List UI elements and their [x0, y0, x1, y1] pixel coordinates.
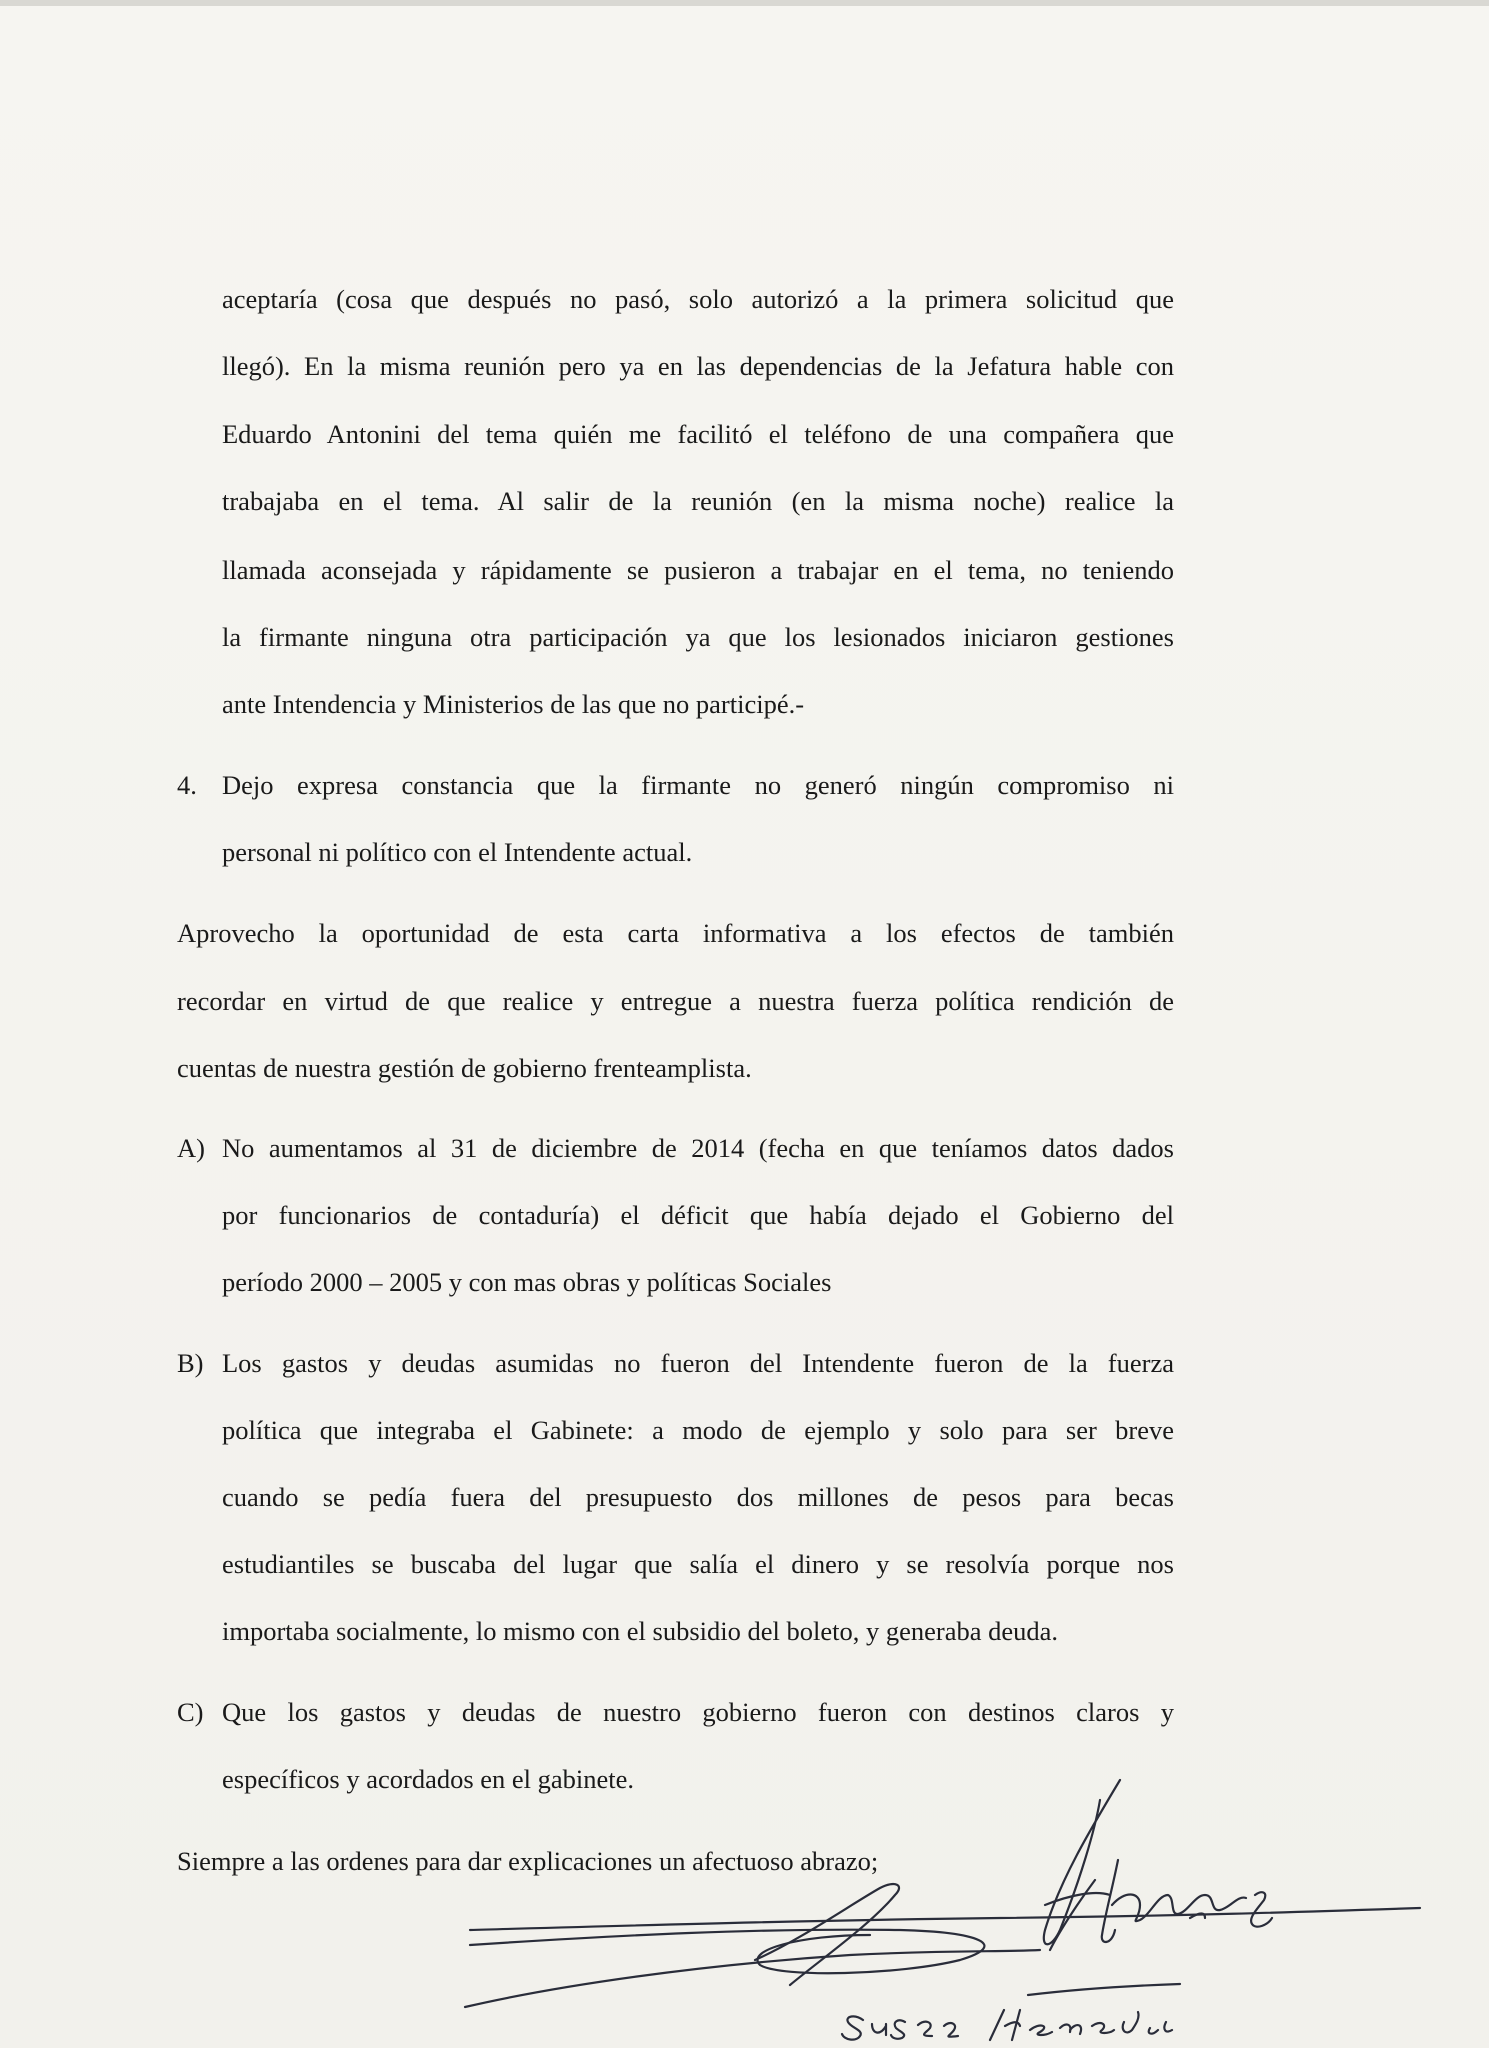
body-line: llamada aconsejada y rápidamente se pusieron a trabajar en el tema, no teniendo: [222, 555, 1174, 585]
list-item-line: estudiantiles se buscaba del lugar que salía el dinero y se resolvía porque nos: [222, 1549, 1174, 1579]
list-item-line: por funcionarios de contaduría) el déficit que había dejado el Gobierno del: [222, 1200, 1174, 1230]
list-marker: B): [177, 1348, 204, 1378]
list-item-line: período 2000 – 2005 y con mas obras y políticas Sociales: [222, 1267, 832, 1297]
list-item-line: específicos y acordados en el gabinete.: [222, 1764, 635, 1794]
list-item-line: cuando se pedía fuera del presupuesto dos millones de pesos para becas: [222, 1482, 1174, 1512]
body-line: la firmante ninguna otra participación ya que los lesionados iniciaron gestiones: [222, 622, 1174, 652]
body-line: llegó). En la misma reunión pero ya en las dependencias de la Jefatura hable con: [222, 351, 1174, 381]
list-marker: A): [177, 1133, 205, 1163]
body-line: recordar en virtud de que realice y entregue a nuestra fuerza política rendición de: [177, 986, 1174, 1016]
list-marker: C): [177, 1697, 204, 1727]
list-item-line: personal ni político con el Intendente actual.: [222, 837, 693, 867]
body-line: trabajaba en el tema. Al salir de la reunión (en la misma noche) realice la: [222, 486, 1174, 516]
scan-top-edge: [0, 0, 1489, 6]
body-line: aceptaría (cosa que después no pasó, solo autorizó a la primera solicitud que: [222, 284, 1174, 314]
body-line: Aprovecho la oportunidad de esta carta informativa a los efectos de también: [177, 918, 1174, 948]
list-item-line: política que integraba el Gabinete: a modo de ejemplo y solo para ser breve: [222, 1415, 1174, 1445]
list-marker: 4.: [177, 770, 197, 800]
closing-line: Siempre a las ordenes para dar explicaciones un afectuoso abrazo;: [177, 1846, 879, 1876]
body-line: ante Intendencia y Ministerios de las que no participé.-: [222, 689, 805, 719]
list-item-line: Los gastos y deudas asumidas no fueron del Intendente fueron de la fuerza: [222, 1348, 1174, 1378]
body-line: Eduardo Antonini del tema quién me facilitó el teléfono de una compañera que: [222, 419, 1174, 449]
list-item-line: Que los gastos y deudas de nuestro gobierno fueron con destinos claros y: [222, 1697, 1174, 1727]
list-item-line: importaba socialmente, lo mismo con el subsidio del boleto, y generaba deuda.: [222, 1616, 1059, 1646]
body-line: cuentas de nuestra gestión de gobierno frenteamplista.: [177, 1053, 752, 1083]
list-item-line: No aumentamos al 31 de diciembre de 2014 (fecha en que teníamos datos dados: [222, 1133, 1174, 1163]
list-item-line: Dejo expresa constancia que la firmante no generó ningún compromiso ni: [222, 770, 1174, 800]
